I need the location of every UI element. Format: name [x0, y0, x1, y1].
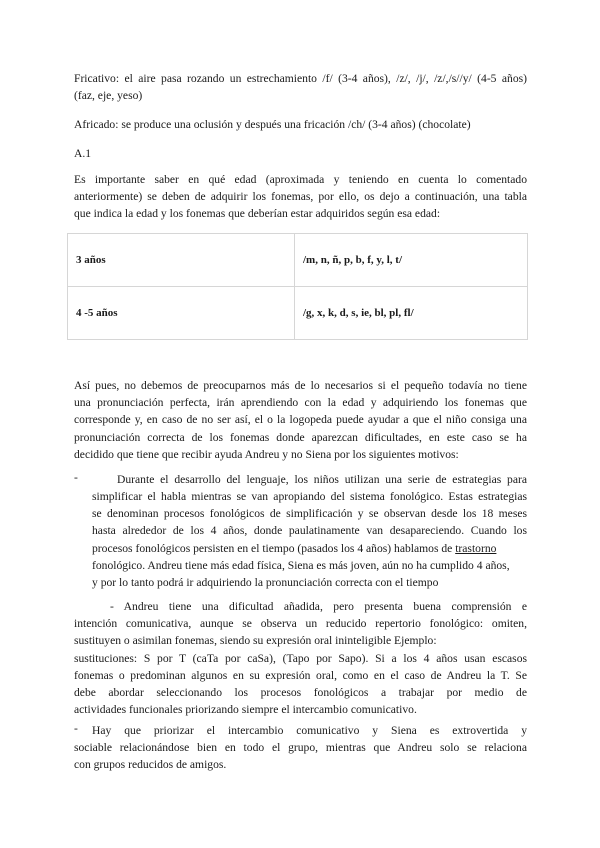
text-line: sustituciones: S por T (caTa por caSa), (Tapo por Sapo). Si a los 4 años usan escasos	[74, 651, 527, 665]
text-line: Hay que priorizar el intercambio comunicativo y Siena es extrovertida y	[92, 724, 527, 737]
text-line: que indica la edad y los fonemas que deberían estar adquiridos según esa edad:	[74, 207, 441, 221]
phonemes-cell: /g, x, k, d, s, ie, bl, pl, fl/	[295, 287, 528, 340]
text-line: se denominan procesos fonológicos de simplificación y se observan desde los 18 meses	[92, 507, 527, 521]
text-line: debe abordar seleccionando los procesos fonológicos a trabajar por medio de	[74, 686, 527, 700]
bullet1-paragraph	[92, 488, 527, 591]
text-line: sustituyen o asimilan fonemas, siendo su expresión oral ininteligible Ejemplo:	[74, 634, 437, 648]
bullet-dash: -	[74, 471, 78, 484]
text-line: con grupos reducidos de amigos.	[74, 758, 227, 772]
text-line	[92, 540, 527, 557]
fricativo-paragraph	[74, 70, 527, 104]
text-line: anteriormente) se deben de adquirir los fonemas, por ello, os dejo a continuación, una tabla	[74, 190, 527, 204]
text-line: (faz, eje, yeso)	[74, 89, 143, 103]
text-fragment: procesos fonológicos persisten en el tiempo (pasados los 4 años) hablamos de	[92, 541, 456, 555]
andreu-paragraph	[74, 598, 527, 718]
underlined-term: trastorno	[455, 541, 497, 555]
bullet3-paragraph	[74, 739, 527, 773]
table-row	[68, 287, 528, 340]
text-line: Durante el desarrollo del lenguaje, los niños utilizan una serie de estrategias para	[117, 473, 527, 486]
text-line: Es importante saber en qué edad (aproximada y teniendo en cuenta lo comentado	[74, 173, 527, 186]
text-line: y por lo tanto podrá ir adquiriendo la pronunciación correcta con el tiempo	[92, 576, 439, 590]
africado-paragraph	[74, 116, 527, 133]
section-label: A.1	[74, 147, 92, 160]
text-line: corresponde y, en caso de no ser así, el o la logopeda puede ayudar a que el niño consiga una	[74, 413, 527, 427]
text-line: decidido que tiene que recibir ayuda Andreu y no Siena por los siguientes motivos:	[74, 447, 459, 461]
text-line: hasta alrededor de los 4 años, donde paulatinamente van desapareciendo. Cuando los	[92, 524, 527, 538]
table-row	[68, 234, 528, 287]
text-line: fonológico. Andreu tiene más edad física, Siena es más joven, aún no ha cumplido 4 años,	[92, 558, 510, 572]
text-line: actividades funcionales priorizando siempre el intercambio comunicativo.	[74, 703, 417, 717]
text-line: Fricativo: el aire pasa rozando un estrechamiento /f/ (3-4 años), /z/, /j/, /z/,/s//y/ (4-5 años)	[74, 72, 527, 85]
text-line: una pronunciación perfecta, irán aprendiendo con la edad y adquiriendo los fonemas que	[74, 396, 527, 410]
bullet-dash: -	[74, 722, 78, 735]
text-line: fonemas o predominan algunos en su expresión oral, como en el caso de Andreu la T. Se	[74, 668, 527, 682]
text-line: intención comunicativa, aunque se observa un reducido repertorio fonológico: omiten,	[74, 617, 527, 631]
bullet3-first-line	[92, 722, 527, 739]
bullet1-first-line	[117, 471, 527, 488]
intro-paragraph	[74, 171, 527, 223]
text-line: pronunciación correcta de los fonemas donde aparezcan dificultades, en este caso se ha	[74, 430, 527, 444]
asi-pues-paragraph	[74, 377, 527, 463]
text-line: - Andreu tiene una dificultad añadida, pero presenta buena comprensión e	[110, 600, 527, 613]
text-line: Así pues, no debemos de preocuparnos más de lo necesarios si el pequeño todavía no tiene	[74, 379, 527, 392]
text-line: simplificar el habla mientras se van apropiando del sistema fonológico. Estas estrategias	[92, 490, 527, 503]
text-line: Africado: se produce una oclusión y después una fricación /ch/ (3-4 años) (chocolate)	[74, 118, 471, 131]
age-cell: 4 -5 años	[68, 287, 295, 340]
text-line: sociable relacionándose bien en todo el grupo, mientras que Andreu solo se relaciona	[74, 741, 527, 754]
phoneme-age-table	[67, 233, 528, 340]
phonemes-cell: /m, n, ñ, p, b, f, y, l, t/	[295, 234, 528, 287]
age-cell: 3 años	[68, 234, 295, 287]
section-heading	[74, 145, 527, 162]
